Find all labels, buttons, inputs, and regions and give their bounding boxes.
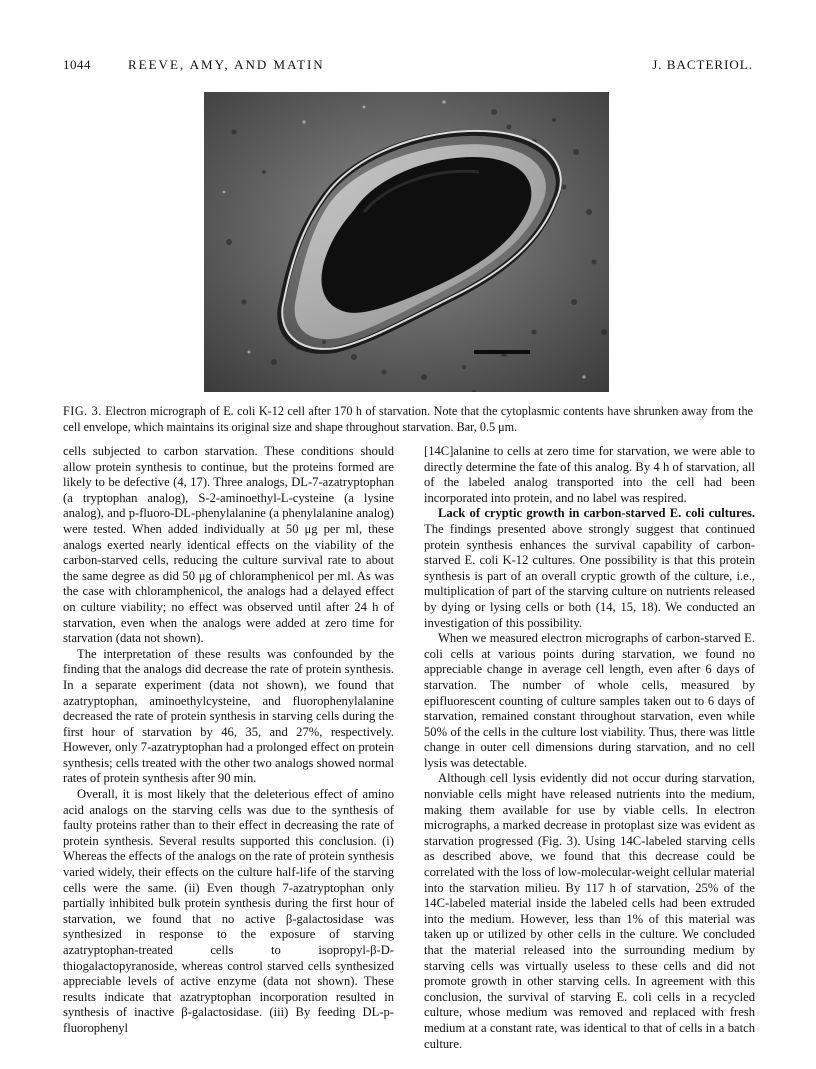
figure-label: FIG. 3. (63, 404, 102, 418)
journal-name: J. BACTERIOL. (652, 57, 753, 72)
micrograph-image (204, 92, 609, 392)
right-column (424, 444, 755, 1052)
running-authors: REEVE, AMY, AND MATIN (128, 57, 325, 72)
page-number: 1044 (63, 57, 91, 72)
left-paragraph-1: cells subjected to carbon starvation. These conditions should allow protein synthesis to continue, but the proteins formed are likely to be defective (4, 17). Three analogs, DL-7-azatryptophan (a tryptophan analog), S-2-aminoethyl-L-cysteine (a lysine analog), and p-fluoro-DL-phenylalanine (a phenylalanine analog) were tested. When added individually at 50 μg per ml, these analogs exerted nearly identical effects on the viability of the carbon-starved cells, reducing the culture survival rate to about the same degree as did 50 μg of chloramphenicol per ml. As was the case with chloramphenicol, the analogs had a delayed effect on culture viability; no effect was observed until after 24 h of starvation, even when the analogs were added at zero time for starvation (data not shown). (63, 444, 394, 646)
right-paragraph-1: [14C]alanine to cells at zero time for starvation, we were able to directly determine the fate of this analog. By 4 h of starvation, all of the labeled analog transported into the cell had been incorporated into protein, and no label was respired. (424, 444, 755, 505)
left-paragraph-3: Overall, it is most likely that the deleterious effect of amino acid analogs on the starving cells was due to the synthesis of faulty proteins rather than to their effect in decreasing the rate of protein synthesis. Several results supported this conclusion. (i) Whereas the effects of the analogs on the rate of protein synthesis varied widely, their effects on the culture half-life of the starving cells were the same. (ii) Even though 7-azatryptophan only partially inhibited bulk protein synthesis during the first hour of starvation, we found that no active β-galactosidase was synthesized in response to the exposure of starving azatryptophan-treated cells to isopropyl-β-D-thiogalactopyranoside, whereas control starved cells synthesized appreciable levels of active enzyme (data not shown). These results indicate that azatryptophan incorporation resulted in synthesis of inactive β-galactosidase. (iii) By feeding DL-p-fluorophenyl (63, 787, 394, 1035)
page-header (63, 57, 753, 77)
electron-micrograph (204, 92, 609, 392)
right-paragraph-4: Although cell lysis evidently did not occur during starvation, nonviable cells might have released nutrients into the medium, making them available for use by viable cells. In electron micrographs, a marked decrease in protoplast size was evident as starvation progressed (Fig. 3). Using 14C-labeled starving cells as described above, we found that this decrease could be correlated with the loss of low-molecular-weight cellular material into the starvation milieu. By 117 h of starvation, 25% of the 14C-labeled material inside the labeled cells had been extruded into the medium. However, less than 1% of this material was taken up or utilized by other cells in the culture. We concluded that the material released into the surrounding medium by starving cells was virtually useless to these cells and did not promote growth in other starving cells. In agreement with this conclusion, the survival of starving E. coli cells in a recycled culture, whose medium was removed and replaced with fresh medium at a constant rate, was identical to that of cells in a batch culture. (424, 771, 755, 1051)
section-heading: Lack of cryptic growth in carbon-starved E. coli cultures. (438, 506, 755, 521)
right-paragraph-3: When we measured electron micrographs of carbon-starved E. coli cells at various points during starvation, we found no appreciable change in average cell length, even after 6 days of starvation. The number of whole cells, measured by epifluorescent counting of culture samples taken out to 6 days of starvation, remained constant throughout starvation, even while 50% of the cells in the culture lost viability. Thus, there was little change in outer cell dimensions during starvation, and no cell lysis was detectable. (424, 631, 755, 770)
figure-caption-text: Electron micrograph of E. coli K-12 cell after 170 h of starvation. Note that the cytoplasmic contents have shrunken away from the cell envelope, which maintains its original size and shape throughout starvation. Bar, 0.5 μm. (63, 404, 754, 434)
right-paragraph-2 (424, 506, 755, 631)
left-paragraph-2: The interpretation of these results was confounded by the finding that the analogs did decrease the rate of protein synthesis. In a separate experiment (data not shown), we found that azatryptophan, aminoethylcysteine, and fluorophenylalanine decreased the rate of protein synthesis in starving cells during the first hour of starvation by 46, 35, and 27%, respectively. However, only 7-azatryptophan had a prolonged effect on protein synthesis; cells treated with the other two analogs showed normal rates of protein synthesis after 90 min. (63, 646, 394, 786)
figure-caption (63, 403, 753, 435)
section-body: The findings presented above strongly suggest that continued protein synthesis enhances the survival capability of carbon-starved E. coli K-12 cultures. One possibility is that this protein synthesis is part of an overall cryptic growth of the culture, i.e., multiplication of part of the starving culture on nutrients released by dying or lysing cells or both (14, 15, 18). We conducted an investigation of this possibility. (424, 521, 755, 630)
left-column (63, 444, 394, 1037)
